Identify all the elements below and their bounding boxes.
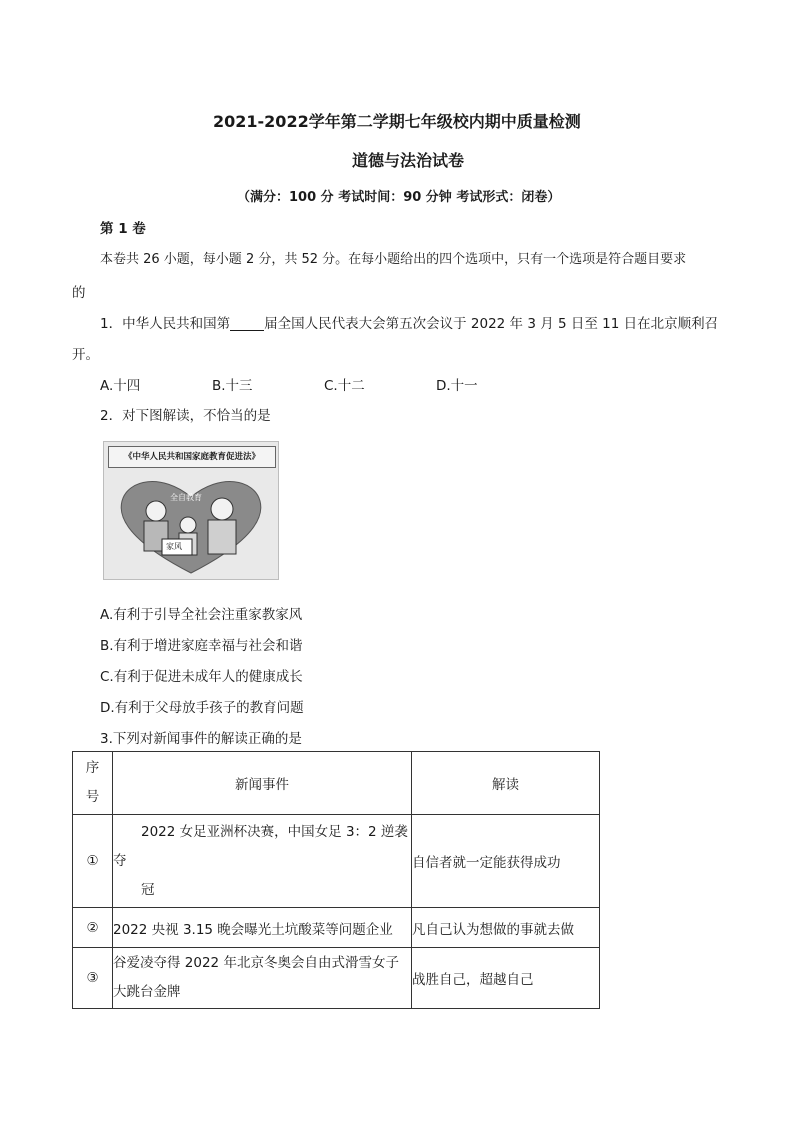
row-event-line2: 夺: [113, 852, 127, 869]
row-no: ③: [73, 948, 113, 1009]
header-no: [73, 752, 113, 815]
section-intro-line1: 本卷共 26 小题，每小题 2 分，共 52 分。在每小题给出的四个选项中，只有一个选项是符合题目要求: [100, 252, 687, 267]
section-intro-line2: 的: [72, 285, 86, 301]
q2-stem: 2．对下图解读，不恰当的是: [100, 408, 271, 424]
q1-option-b: B.十三: [212, 378, 253, 394]
q1-stem-suffix: 届全国人民代表大会第五次会议于 2022 年 3 月 5 日至 11 日在北京顺利召: [264, 316, 719, 332]
q2-option-a: A.有利于引导全社会注重家教家风: [100, 607, 303, 623]
table-row: [73, 815, 600, 908]
row-reading: 自信者就一定能获得成功: [412, 815, 600, 908]
q1-stem-line2: 开。: [72, 347, 99, 363]
header-no-line2: 号: [85, 789, 100, 805]
row-event-line1: 谷爱凌夺得 2022 年北京冬奥会自由式滑雪女子: [113, 955, 399, 971]
q1-stem: [100, 312, 718, 332]
q1-blank: [230, 316, 264, 331]
q2-option-c: C.有利于促进未成年人的健康成长: [100, 669, 303, 685]
q2-option-d: D.有利于父母放手孩子的教育问题: [100, 700, 304, 716]
q2-figure: [103, 441, 279, 580]
header-event: 新闻事件: [113, 752, 412, 815]
news-table: [72, 751, 600, 1009]
table-row: [73, 948, 600, 1009]
row-event: 2022 央视 3.15 晚会曝光土坑酸菜等问题企业: [113, 908, 412, 948]
figure-book-text: 家风: [166, 542, 182, 551]
figure-heart-text: 全自教育: [170, 493, 202, 502]
header-no-line1: 序: [85, 760, 100, 776]
q1-option-d: D.十一: [436, 378, 478, 394]
exam-title: 2021-2022学年第二学期七年级校内期中质量检测: [213, 112, 581, 131]
figure-heart-illustration: [104, 469, 278, 579]
row-reading: 战胜自己，超越自己: [412, 948, 600, 1009]
row-no: ②: [73, 908, 113, 948]
exam-subject: 道德与法治试卷: [352, 151, 465, 170]
row-reading: 凡自己认为想做的事就去做: [412, 908, 600, 948]
q1-stem-prefix: 1．中华人民共和国第: [100, 316, 231, 332]
section-label: 第 1 卷: [100, 221, 146, 237]
row-no: ①: [73, 815, 113, 908]
q3-stem: 3.下列对新闻事件的解读正确的是: [100, 731, 302, 747]
q2-option-b: B.有利于增进家庭幸福与社会和谐: [100, 638, 303, 654]
table-row: [73, 908, 600, 948]
row-event-line3: 冠: [141, 881, 155, 898]
q1-option-c: C.十二: [324, 378, 365, 394]
row-event: [113, 815, 412, 908]
row-event: [113, 948, 412, 1009]
table-header-row: [73, 752, 600, 815]
figure-banner: 《中华人民共和国家庭教育促进法》: [108, 446, 276, 468]
q1-option-a: A.十四: [100, 378, 141, 394]
exam-info: （满分：100 分 考试时间：90 分钟 考试形式：闭卷）: [237, 190, 561, 205]
row-event-line2: 大跳台金牌: [113, 984, 181, 1000]
row-event-line1: 2022 女足亚洲杯决赛，中国女足 3：2 逆袭: [141, 823, 408, 840]
header-reading: 解读: [412, 752, 600, 815]
